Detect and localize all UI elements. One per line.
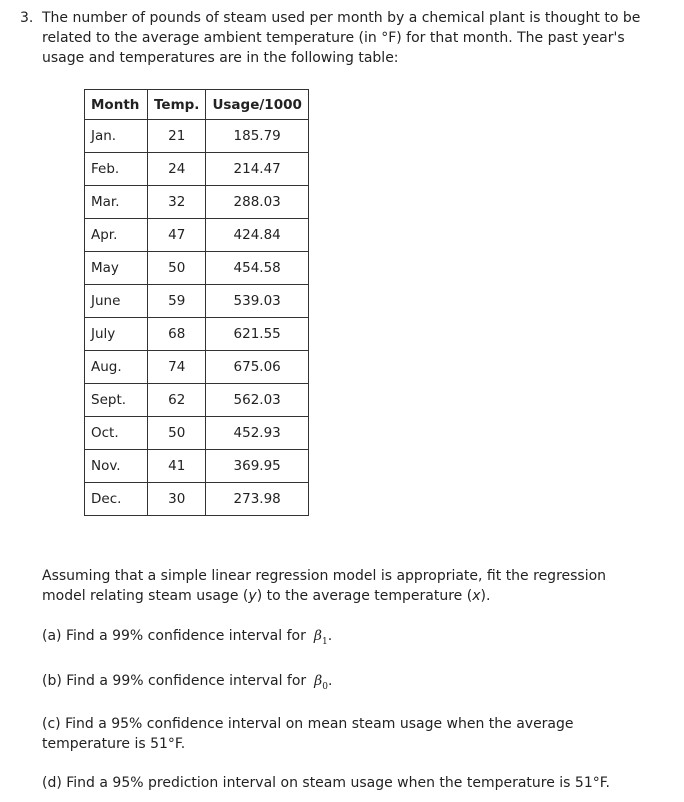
cell-month: Mar. [85, 186, 148, 219]
table-row [85, 450, 309, 483]
cell-temp: 50 [148, 252, 206, 285]
cell-temp: 32 [148, 186, 206, 219]
beta-0-letter: β [314, 673, 323, 689]
cell-temp: 47 [148, 219, 206, 252]
part-a-text: (a) Find a 99% confidence interval for [42, 628, 306, 644]
cell-usage: 214.47 [206, 153, 308, 186]
assumption-text-mid: ) to the average temperature ( [256, 588, 473, 604]
cell-temp: 41 [148, 450, 206, 483]
column-header-temp: Temp. [148, 90, 206, 120]
beta-1-subscript: 1 [321, 636, 328, 647]
beta-1-symbol [313, 628, 328, 647]
cell-month: Apr. [85, 219, 148, 252]
cell-usage: 288.03 [206, 186, 308, 219]
cell-month: Sept. [85, 384, 148, 417]
cell-month: Jan. [85, 120, 148, 153]
variable-x: x [472, 588, 481, 604]
cell-month: June [85, 285, 148, 318]
table-row [85, 285, 309, 318]
cell-month: Feb. [85, 153, 148, 186]
cell-month: Nov. [85, 450, 148, 483]
cell-temp: 21 [148, 120, 206, 153]
column-header-usage: Usage/1000 [206, 90, 308, 120]
cell-month: Dec. [85, 483, 148, 516]
part-c: (c) Find a 95% confidence interval on mean steam usage when the average temperature is 51°F. [42, 716, 574, 752]
cell-usage: 273.98 [206, 483, 308, 516]
table-row [85, 417, 309, 450]
table-row [85, 120, 309, 153]
table-row [85, 186, 309, 219]
part-a [42, 626, 642, 652]
assumption-text-start: Assuming that a simple linear regression model is appropriate, fit the regression model relating steam usage ( [42, 568, 607, 604]
table-row [85, 219, 309, 252]
cell-usage: 675.06 [206, 351, 308, 384]
cell-usage: 369.95 [206, 450, 308, 483]
problem-number: 3. [20, 10, 34, 26]
data-table [84, 89, 309, 516]
cell-usage: 452.93 [206, 417, 308, 450]
cell-month: Aug. [85, 351, 148, 384]
cell-usage: 621.55 [206, 318, 308, 351]
table-row [85, 252, 309, 285]
problem-intro: The number of pounds of steam used per month by a chemical plant is thought to be related to the average ambient temperature (in °F) for that month. The past year's usage and temperatures are in the following table: [42, 10, 641, 66]
beta-0-subscript: 0 [322, 681, 328, 692]
cell-temp: 30 [148, 483, 206, 516]
part-b-end: . [327, 673, 333, 689]
cell-usage: 539.03 [206, 285, 308, 318]
cell-temp: 74 [148, 351, 206, 384]
assumption-text-end: ). [480, 588, 491, 604]
table-row [85, 318, 309, 351]
column-header-month: Month [85, 90, 148, 120]
cell-temp: 50 [148, 417, 206, 450]
cell-month: May [85, 252, 148, 285]
cell-month: Oct. [85, 417, 148, 450]
cell-temp: 24 [148, 153, 206, 186]
part-b-text: (b) Find a 99% confidence interval for [42, 673, 307, 689]
table-row [85, 153, 309, 186]
cell-usage: 424.84 [206, 219, 308, 252]
table-row [85, 483, 309, 516]
table-header-row [85, 90, 309, 120]
part-b [42, 671, 642, 697]
cell-usage: 454.58 [206, 252, 308, 285]
part-d: (d) Find a 95% prediction interval on steam usage when the temperature is 51°F. [42, 775, 610, 791]
part-a-end: . [327, 628, 333, 644]
beta-0-symbol [314, 673, 328, 692]
variable-y: y [248, 588, 257, 604]
cell-temp: 62 [148, 384, 206, 417]
cell-usage: 562.03 [206, 384, 308, 417]
table-row [85, 351, 309, 384]
cell-temp: 59 [148, 285, 206, 318]
beta-1-letter: β [313, 628, 322, 644]
table-row [85, 384, 309, 417]
assumption-paragraph [42, 566, 642, 606]
cell-temp: 68 [148, 318, 206, 351]
cell-month: July [85, 318, 148, 351]
cell-usage: 185.79 [206, 120, 308, 153]
